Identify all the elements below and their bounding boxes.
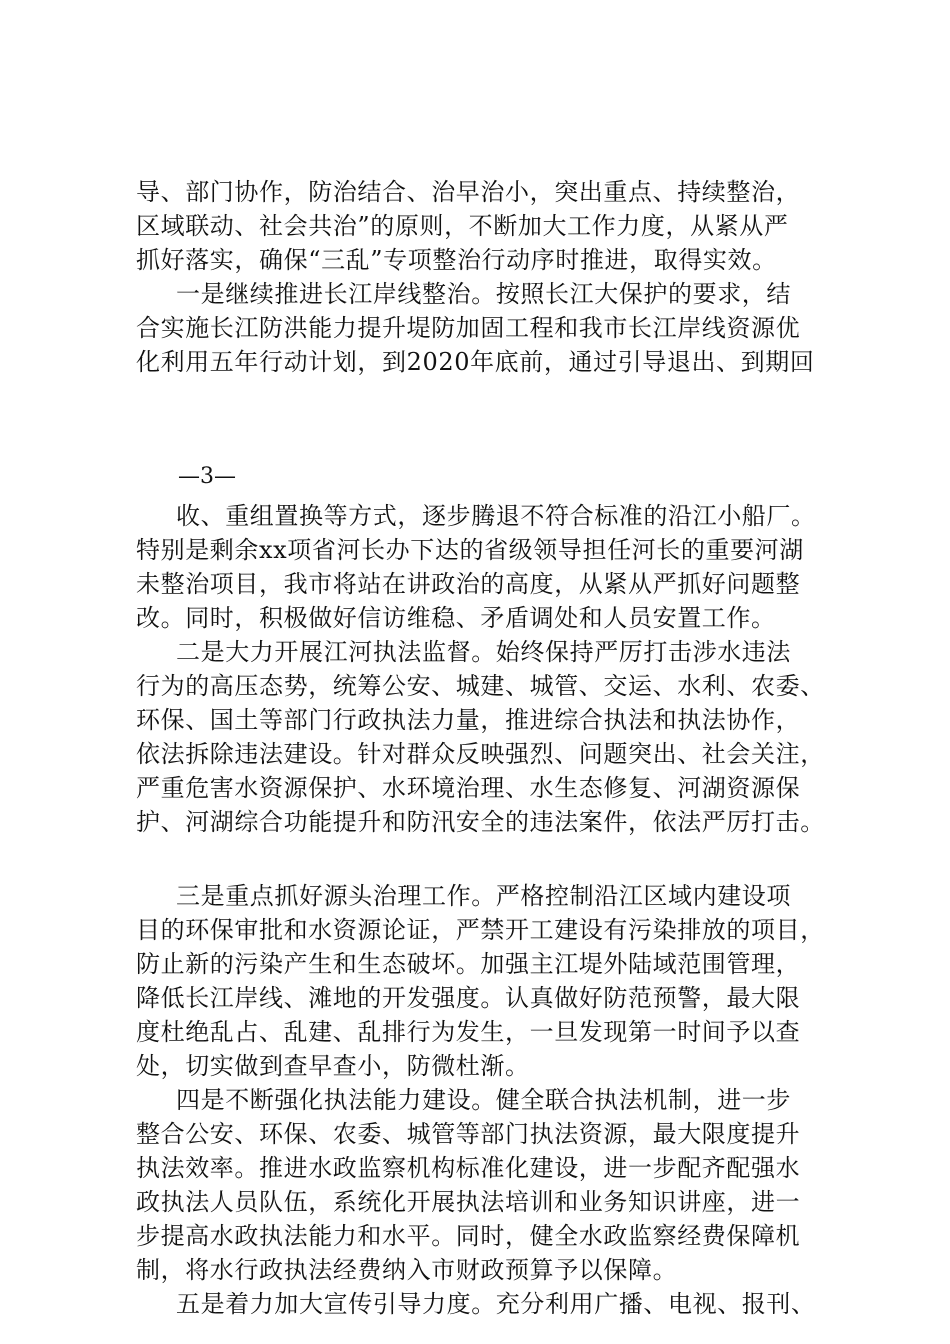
text-line: 处，切实做到查早查小，防微杜渐。 (136, 1052, 530, 1080)
text-line: 降低长江岸线、滩地的开发强度。认真做好防范预警，最大限 (136, 984, 801, 1012)
paragraph-start-line: 五是着力加大宣传引导力度。充分利用广播、电视、报刊、 (176, 1290, 816, 1318)
text-line: 护、河湖综合功能提升和防汛安全的违法案件，依法严厉打击。 (136, 808, 825, 836)
text-line: 整合公安、环保、农委、城管等部门执法资源，最大限度提升 (136, 1120, 801, 1148)
paragraph-start-line: 三是重点抓好源头治理工作。严格控制沿江区域内建设项 (176, 882, 791, 910)
paragraph-start-line: 一是继续推进长江岸线整治。按照长江大保护的要求，结 (176, 280, 791, 308)
text-line: 执法效率。推进水政监察机构标准化建设，进一步配齐配强水 (136, 1154, 801, 1182)
paragraph-start-line: 四是不断强化执法能力建设。健全联合执法机制，进一步 (176, 1086, 791, 1114)
text-line: 依法拆除违法建设。针对群众反映强烈、问题突出、社会关注， (136, 740, 825, 768)
paragraph-start-line: 二是大力开展江河执法监督。始终保持严厉打击涉水违法 (176, 638, 791, 666)
text-line: 化利用五年行动计划，到2020年底前，通过引导退出、到期回 (136, 348, 815, 376)
text-line: 抓好落实，确保“三乱”专项整治行动序时推进，取得实效。 (136, 246, 777, 274)
inner-page-number: —3— (178, 464, 236, 489)
text-line: 收、重组置换等方式，逐步腾退不符合标准的沿江小船厂。 (176, 502, 816, 530)
text-line: 严重危害水资源保护、水环境治理、水生态修复、河湖资源保 (136, 774, 801, 802)
text-line: 区域联动、社会共治”的原则，不断加大工作力度，从紧从严 (136, 212, 789, 240)
text-line: 合实施长江防洪能力提升堤防加固工程和我市长江岸线资源优 (136, 314, 801, 342)
text-line: 未整治项目，我市将站在讲政治的高度，从紧从严抓好问题整 (136, 570, 801, 598)
text-line: 制，将水行政执法经费纳入市财政预算予以保障。 (136, 1256, 678, 1284)
text-line: 目的环保审批和水资源论证，严禁开工建设有污染排放的项目， (136, 916, 825, 944)
text-line: 步提高水政执法能力和水平。同时，健全水政监察经费保障机 (136, 1222, 801, 1250)
text-line: 政执法人员队伍，系统化开展执法培训和业务知识讲座，进一 (136, 1188, 801, 1216)
text-line: 改。同时，积极做好信访维稳、矛盾调处和人员安置工作。 (136, 604, 776, 632)
text-line: 防止新的污染产生和生态破坏。加强主江堤外陆域范围管理， (136, 950, 801, 978)
text-line: 行为的高压态势，统筹公安、城建、城管、交运、水利、农委、 (136, 672, 825, 700)
text-line: 环保、国土等部门行政执法力量，推进综合执法和执法协作， (136, 706, 801, 734)
text-line: 导、部门协作，防治结合、治早治小，突出重点、持续整治， (136, 178, 801, 206)
text-line: 度杜绝乱占、乱建、乱排行为发生，一旦发现第一时间予以查 (136, 1018, 801, 1046)
text-line: 特别是剩余xx项省河长办下达的省级领导担任河长的重要河湖 (136, 536, 804, 564)
